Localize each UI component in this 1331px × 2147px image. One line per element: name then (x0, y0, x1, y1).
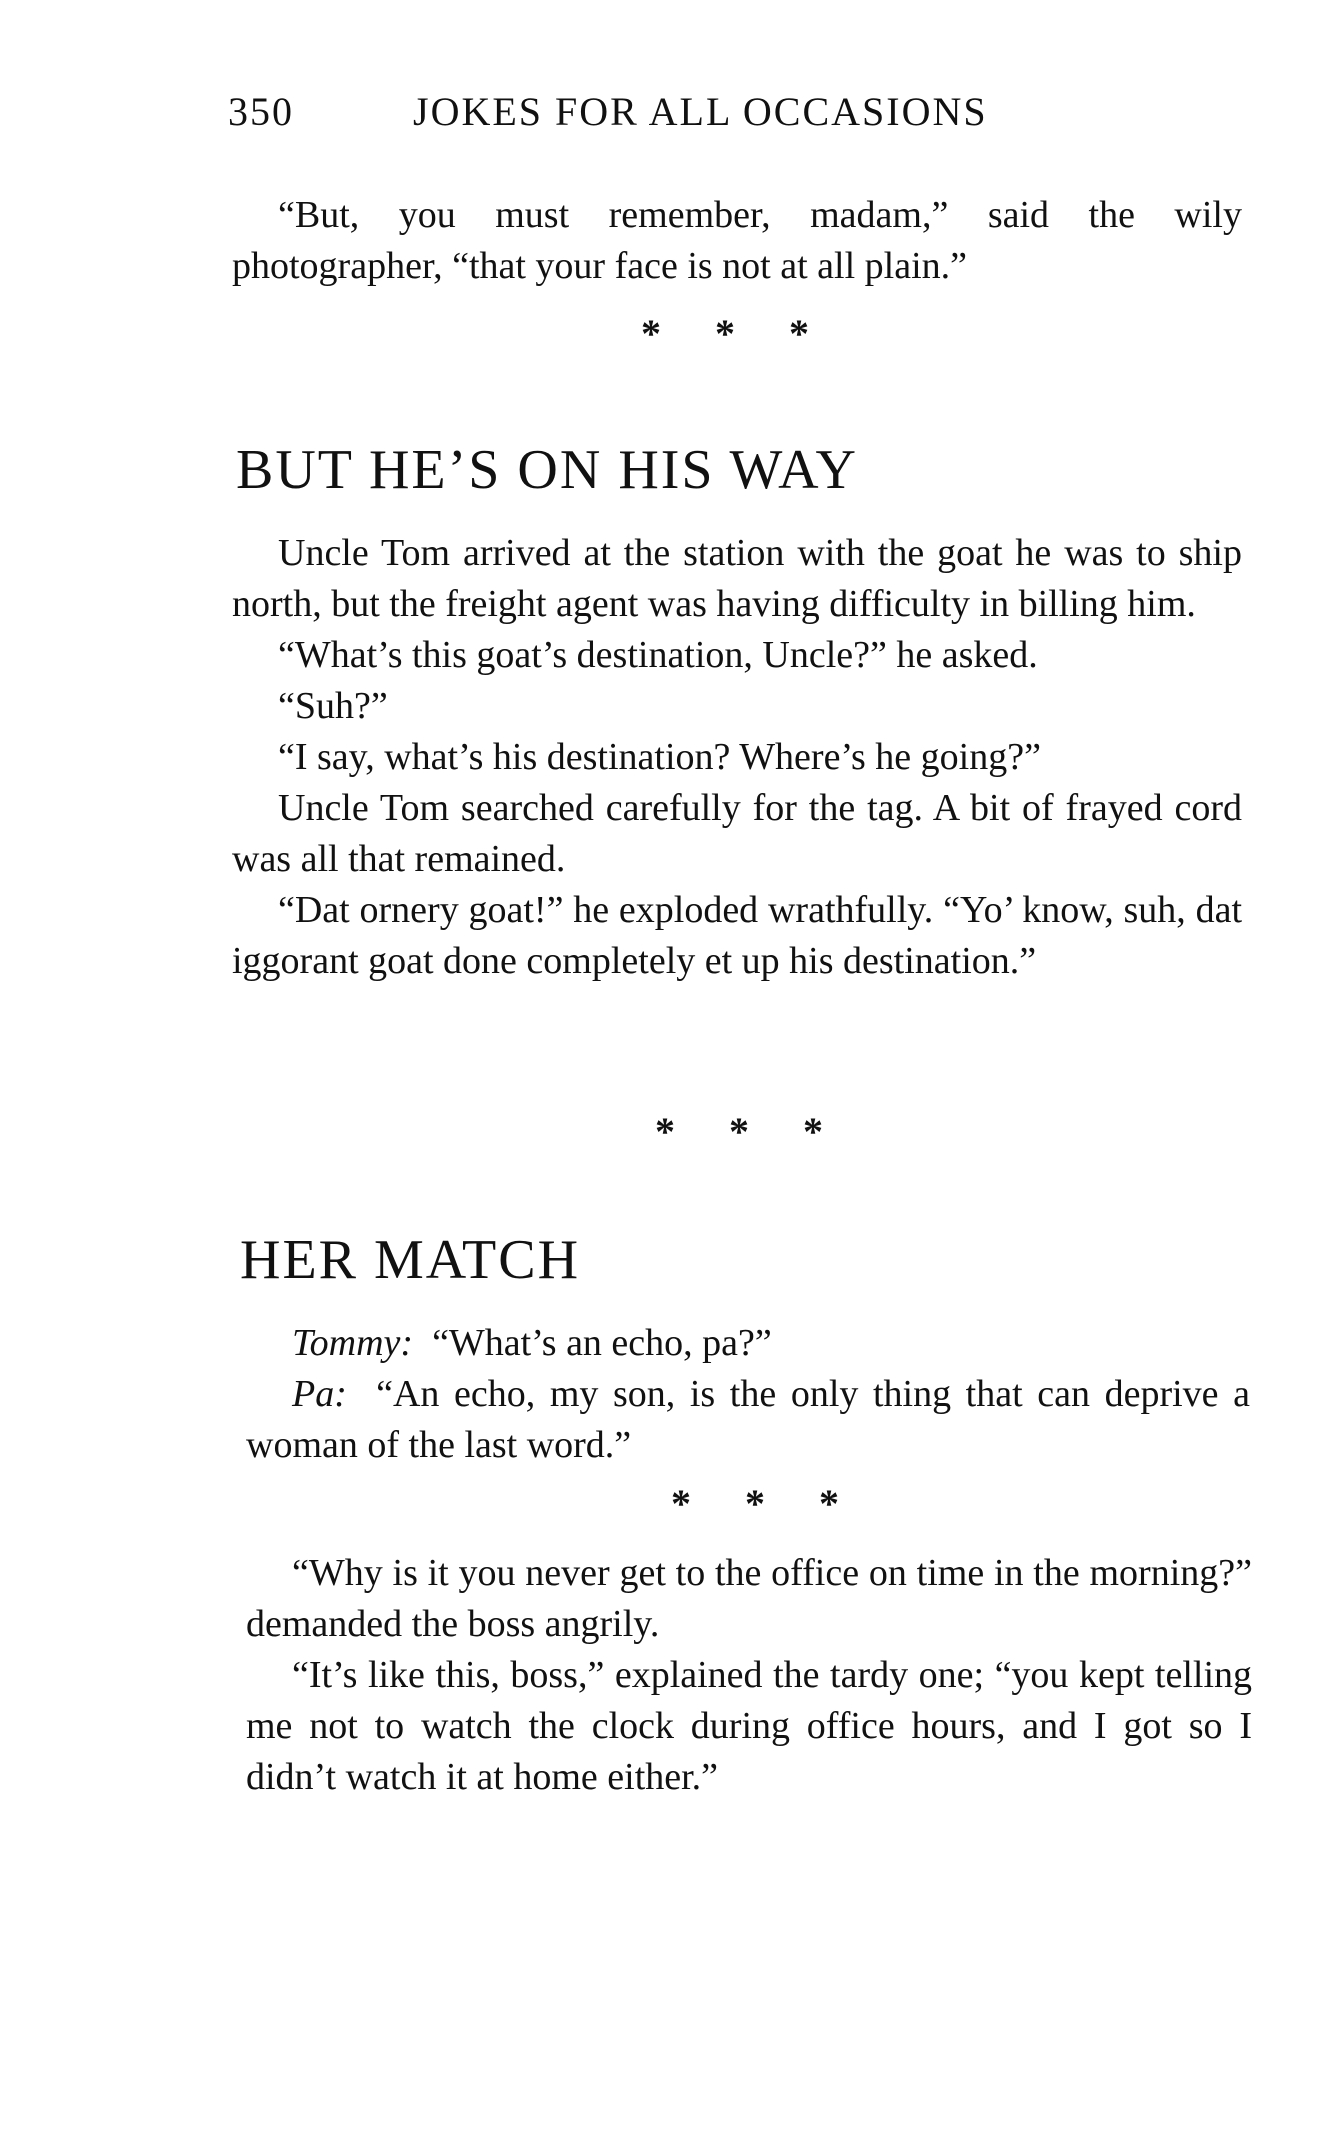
section-separator: * * * (655, 1109, 823, 1154)
dialogue-line (246, 1318, 1250, 1369)
intro-block (232, 190, 1242, 292)
speaker-label: Pa: (292, 1373, 347, 1415)
paragraph: Uncle Tom searched carefully for the tag. A bit of frayed cord was all that remained. (232, 787, 1242, 880)
section1-body (232, 528, 1242, 987)
running-header (228, 88, 1048, 135)
section3-body (246, 1548, 1252, 1803)
running-title: JOKES FOR ALL OCCASIONS (413, 89, 988, 134)
dialogue-text: “What’s an echo, pa?” (432, 1322, 772, 1364)
paragraph: “Why is it you never get to the office on time in the morning?” demanded the boss angrily. (246, 1552, 1252, 1645)
section2-body (246, 1318, 1250, 1471)
paragraph: “It’s like this, boss,” explained the tardy one; “you kept telling me not to watch the clock during office hours, and I got so I didn’t watch it at home either.” (246, 1654, 1252, 1798)
section-heading-2: HER MATCH (240, 1229, 581, 1291)
page-number: 350 (228, 89, 294, 134)
speaker-label: Tommy: (292, 1322, 414, 1364)
paragraph: “Dat ornery goat!” he exploded wrathfully. “Yo’ know, suh, dat iggorant goat done completely et up his destination.” (232, 889, 1242, 982)
paragraph: Uncle Tom arrived at the station with the goat he was to ship north, but the freight agent was having difficulty in billing him. (232, 532, 1242, 625)
paragraph: “What’s this goat’s destination, Uncle?” he asked. (278, 634, 1038, 676)
section-separator: * * * (641, 311, 809, 356)
dialogue-line (246, 1369, 1250, 1471)
paragraph: “But, you must remember, madam,” said the wily photographer, “that your face is not at all plain.” (232, 194, 1242, 287)
section-separator: * * * (671, 1481, 839, 1526)
section-heading-1: BUT HE’S ON HIS WAY (236, 439, 858, 501)
paragraph: “Suh?” (278, 685, 388, 727)
dialogue-text: “An echo, my son, is the only thing that can deprive a woman of the last word.” (246, 1373, 1251, 1466)
paragraph: “I say, what’s his destination? Where’s he going?” (278, 736, 1041, 778)
